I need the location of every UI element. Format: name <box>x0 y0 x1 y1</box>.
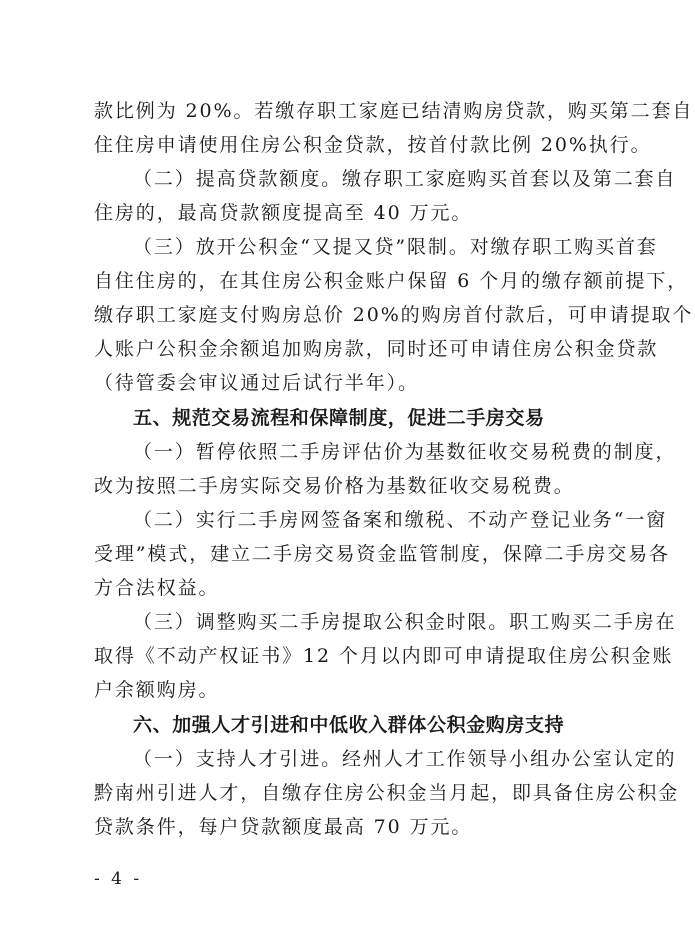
body-line: 住房的，最高贷款额度提高至 40 万元。 <box>94 202 473 224</box>
paragraph-start-line: （二）实行二手房网签备案和缴税、不动产登记业务“一窗 <box>133 509 668 531</box>
body-line: 缴存职工家庭支付购房总价 20%的购房首付款后，可申请提取个 <box>94 304 694 326</box>
section-heading: 六、加强人才引进和中低收入群体公积金购房支持 <box>133 714 565 736</box>
paragraph-start-line: （三）调整购买二手房提取公积金时限。职工购买二手房在 <box>133 611 677 633</box>
body-line: 款比例为 20%。若缴存职工家庭已结清购房贷款，购买第二套自 <box>94 100 694 122</box>
body-line: 人账户公积金余额追加购房款，同时还可申请住房公积金贷款 <box>94 338 659 360</box>
paragraph-start-line: （二）提高贷款额度。缴存职工家庭购买首套以及第二套自 <box>133 168 677 190</box>
body-line: （待管委会审议通过后试行半年）。 <box>94 372 419 394</box>
body-line: 取得《不动产权证书》12 个月以内即可申请提取住房公积金账 <box>94 645 674 667</box>
section-heading: 五、规范交易流程和保障制度，促进二手房交易 <box>133 407 545 429</box>
page-number: - 4 - <box>94 869 143 889</box>
body-line: 方合法权益。 <box>94 577 220 599</box>
paragraph-start-line: （一）暂停依照二手房评估价为基数征收交易税费的制度， <box>133 441 677 463</box>
body-line: 贷款条件，每户贷款额度最高 70 万元。 <box>94 816 473 838</box>
body-line: 改为按照二手房实际交易价格为基数征收交易税费。 <box>94 475 575 497</box>
body-line: 户余额购房。 <box>94 679 220 701</box>
paragraph-start-line: （三）放开公积金“又提又贷”限制。对缴存职工购买首套 <box>133 236 658 258</box>
body-line: 黔南州引进人才，自缴存住房公积金当月起，即具备住房公积金 <box>94 782 680 804</box>
paragraph-start-line: （一）支持人才引进。经州人才工作领导小组办公室认定的 <box>133 748 677 770</box>
body-line: 自住住房的，在其住房公积金账户保留 6 个月的缴存额前提下， <box>94 270 689 292</box>
body-line: 受理”模式，建立二手房交易资金监管制度，保障二手房交易各 <box>94 543 670 565</box>
body-line: 住住房申请使用住房公积金贷款，按首付款比例 20%执行。 <box>94 134 652 156</box>
